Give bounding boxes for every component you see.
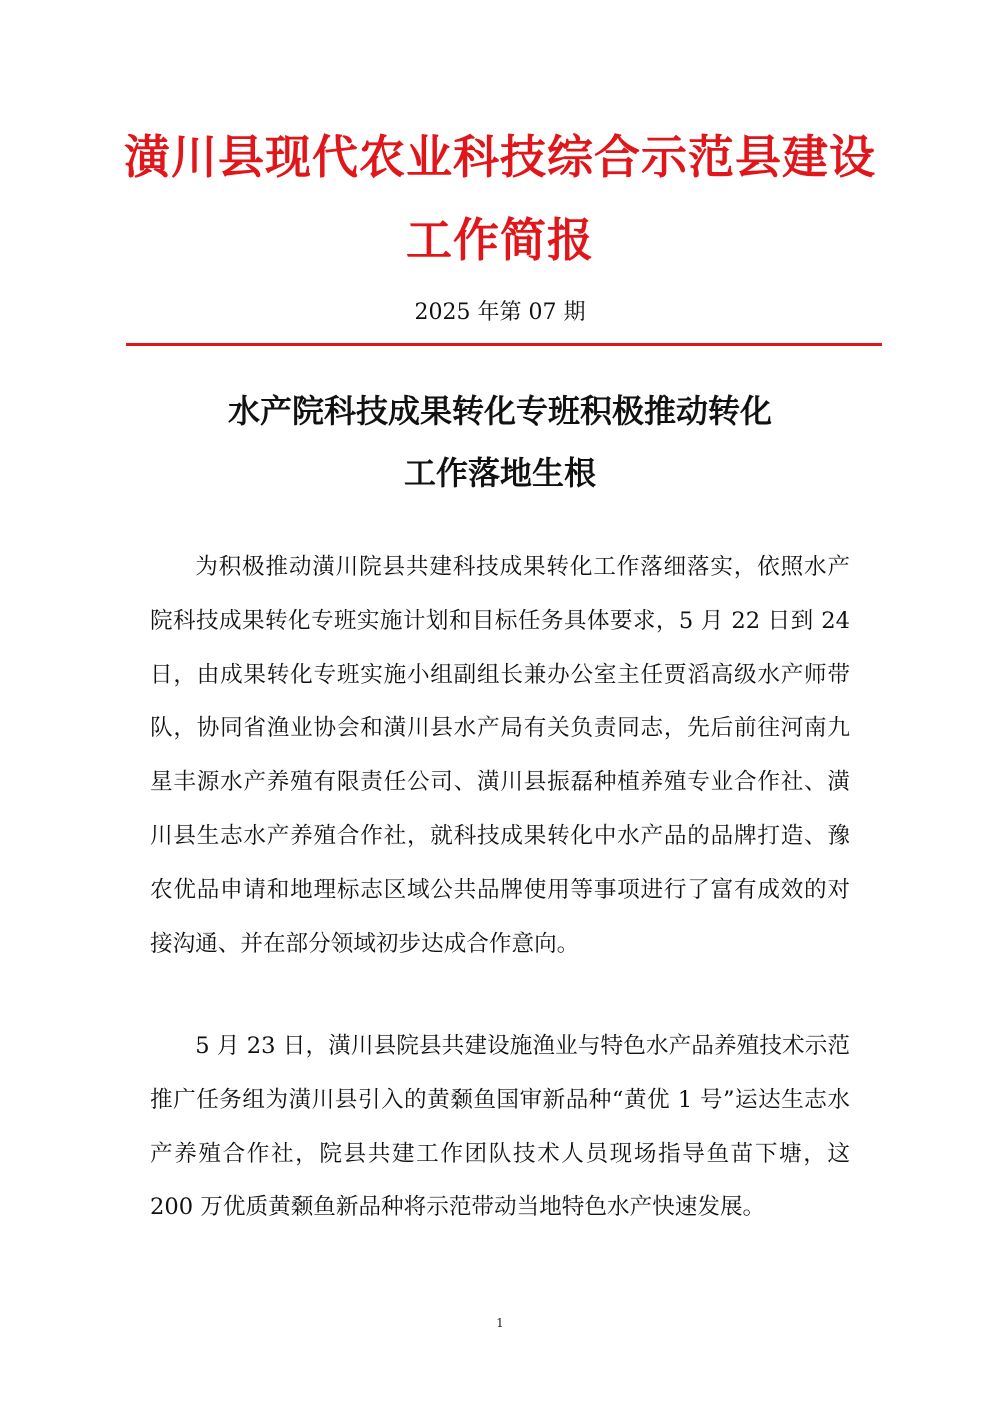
article-title-line2: 工作落地生根 bbox=[403, 454, 596, 492]
masthead-title-line1: 潢川县现代农业科技综合示范县建设 bbox=[124, 130, 876, 184]
header-divider bbox=[126, 343, 882, 346]
article-paragraph-1: 为积极推动潢川院县共建科技成果转化工作落细落实，依照水产院科技成果转化专班实施计划和目标任务具体要求，5 月 22 日到 24 日，由成果转化专班实施小组副组长兼办公室主任贾滔高级水产师带队，协同省渔业协会和潢川县水产局有关负责同志，先后前往河南九星丰源水产养殖有限责任公司、潢川县振磊种植养殖专业合作社、潢川县生志水产养殖合作社，就科技成果转化中水产品的品牌打造、豫农优品申请和地理标志区域公共品牌使用等事项进行了富有成效的对接沟通、并在部分领域初步达成合作意向。 bbox=[150, 554, 850, 957]
page-number: 1 bbox=[496, 1316, 504, 1330]
masthead-title-line2: 工作简报 bbox=[406, 213, 594, 267]
article-title-line1: 水产院科技成果转化专班积极推动转化 bbox=[227, 392, 772, 430]
issue-number: 2025 年第 07 期 bbox=[414, 300, 586, 325]
article-paragraph-2: 5 月 23 日，潢川县院县共建设施渔业与特色水产品养殖技术示范推广任务组为潢川县引入的黄颡鱼国审新品种“黄优 1 号”运达生志水产养殖合作社，院县共建工作团队技术人员现场指导鱼苗下塘，这 200 万优质黄颡鱼新品种将示范带动当地特色水产快速发展。 bbox=[150, 1033, 850, 1221]
